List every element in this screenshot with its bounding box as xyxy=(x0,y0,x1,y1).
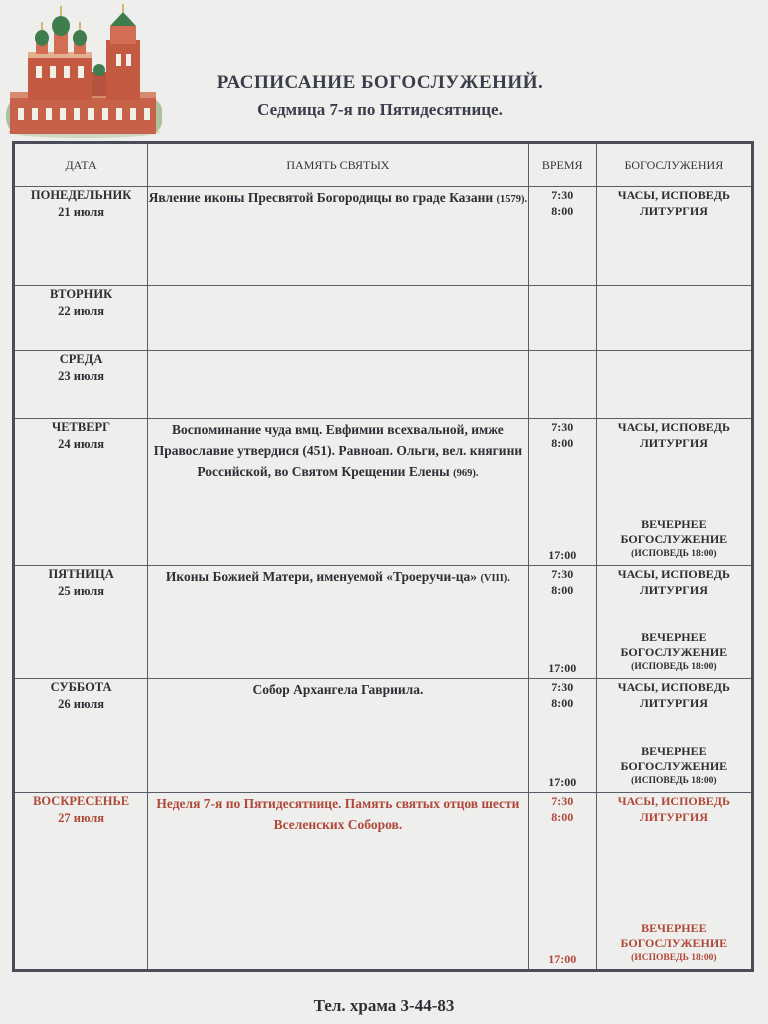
day-name: СУББОТА xyxy=(50,680,112,694)
day-cell xyxy=(14,679,148,793)
services-cell xyxy=(596,566,752,679)
service-name: ЧАСЫ, ИСПОВЕДЬ xyxy=(617,680,730,694)
day-date: 23 июля xyxy=(58,369,104,383)
time-value: 8:00 xyxy=(551,583,574,597)
memory-text: Иконы Божией Матери, именуемой «Троеручи-ца» xyxy=(165,569,478,584)
evening-time: 17:00 xyxy=(548,548,577,562)
service-name: ЧАСЫ, ИСПОВЕДЬ xyxy=(617,420,730,434)
page-header xyxy=(170,72,590,120)
time-value: 8:00 xyxy=(551,204,574,218)
day-cell xyxy=(14,286,148,351)
confession-time: (ИСПОВЕДЬ 18:00) xyxy=(631,776,717,786)
evening-service xyxy=(597,517,751,562)
time-value: 7:30 xyxy=(551,420,574,434)
table-row xyxy=(14,286,753,351)
column-header-date: ДАТА xyxy=(14,143,148,187)
memory-text: Собор Архангела Гавриила. xyxy=(252,682,424,697)
day-date: 26 июля xyxy=(58,697,104,711)
page-title: РАСПИСАНИЕ БОГОСЛУЖЕНИЙ. xyxy=(216,72,544,93)
services-cell xyxy=(596,419,752,566)
time-value: 7:30 xyxy=(551,680,574,694)
service-name: ЧАСЫ, ИСПОВЕДЬ xyxy=(617,794,730,808)
time-cell xyxy=(528,679,596,793)
day-cell xyxy=(14,566,148,679)
day-date: 24 июля xyxy=(58,437,104,451)
day-date: 25 июля xyxy=(58,584,104,598)
column-header-services: БОГОСЛУЖЕНИЯ xyxy=(596,143,752,187)
time-cell xyxy=(528,419,596,566)
day-name: ЧЕТВЕРГ xyxy=(52,420,111,434)
memory-cell xyxy=(148,679,529,793)
memory-cell xyxy=(148,419,529,566)
memory-cell xyxy=(148,793,529,971)
time-value: 7:30 xyxy=(551,794,574,808)
time-cell xyxy=(528,566,596,679)
column-header-memory: ПАМЯТЬ СВЯТЫХ xyxy=(148,143,529,187)
service-name: ЛИТУРГИЯ xyxy=(639,696,708,710)
time-value: 8:00 xyxy=(551,810,574,824)
day-name: ВТОРНИК xyxy=(49,287,113,301)
services-cell xyxy=(596,187,752,286)
day-date: 27 июля xyxy=(58,811,104,825)
service-name: ЧАСЫ, ИСПОВЕДЬ xyxy=(617,567,730,581)
memory-text: Явление иконы Пресвятой Богородицы во граде Казани xyxy=(148,190,494,205)
memory-text: Неделя 7-я по Пятидесятнице. Память святых отцов шести Вселенских Соборов. xyxy=(156,796,520,832)
evening-time: 17:00 xyxy=(548,775,577,789)
evening-service xyxy=(597,630,751,675)
evening-time: 17:00 xyxy=(548,952,577,966)
memory-year: (VIII). xyxy=(480,573,510,584)
time-cell xyxy=(528,351,596,419)
services-cell xyxy=(596,679,752,793)
church-phone: Тел. храма 3-44-83 xyxy=(313,996,455,1015)
table-row xyxy=(14,566,753,679)
confession-time: (ИСПОВЕДЬ 18:00) xyxy=(631,662,717,672)
day-cell xyxy=(14,351,148,419)
confession-time: (ИСПОВЕДЬ 18:00) xyxy=(631,549,717,559)
memory-year: (969). xyxy=(453,468,479,479)
memory-cell xyxy=(148,351,529,419)
memory-cell xyxy=(148,566,529,679)
day-name: ВОСКРЕСЕНЬЕ xyxy=(33,794,130,808)
service-name: ЛИТУРГИЯ xyxy=(639,204,708,218)
table-row xyxy=(14,351,753,419)
evening-service xyxy=(597,921,751,966)
confession-time: (ИСПОВЕДЬ 18:00) xyxy=(631,953,717,963)
day-name: ПОНЕДЕЛЬНИК xyxy=(30,188,132,202)
memory-text: Воспоминание чуда вмц. Евфимии всехвальной, имже Православие утвердися (451). Равноап. Ольги, вел. княгини Российской, во Святом Крещении Елены xyxy=(153,422,523,479)
column-header-time: ВРЕМЯ xyxy=(528,143,596,187)
day-name: ПЯТНИЦА xyxy=(48,567,114,581)
table-row xyxy=(14,187,753,286)
day-cell xyxy=(14,419,148,566)
time-cell xyxy=(528,187,596,286)
evening-time: 17:00 xyxy=(548,661,577,675)
time-cell xyxy=(528,286,596,351)
service-name: ЧАСЫ, ИСПОВЕДЬ xyxy=(617,188,730,202)
table-row-sunday xyxy=(14,793,753,971)
church-illustration xyxy=(6,4,162,138)
evening-service-name: ВЕЧЕРНЕЕ БОГОСЛУЖЕНИЕ xyxy=(620,517,728,546)
memory-cell xyxy=(148,187,529,286)
time-value: 7:30 xyxy=(551,188,574,202)
memory-cell xyxy=(148,286,529,351)
day-date: 22 июля xyxy=(58,304,104,318)
page-subtitle: Седмица 7-я по Пятидесятнице. xyxy=(257,100,503,119)
evening-service-name: ВЕЧЕРНЕЕ БОГОСЛУЖЕНИЕ xyxy=(620,744,728,773)
time-value: 8:00 xyxy=(551,436,574,450)
day-date: 21 июля xyxy=(58,205,104,219)
time-cell xyxy=(528,793,596,971)
services-cell xyxy=(596,286,752,351)
evening-service xyxy=(597,744,751,789)
evening-service-name: ВЕЧЕРНЕЕ БОГОСЛУЖЕНИЕ xyxy=(620,921,728,950)
schedule-table xyxy=(12,141,754,972)
evening-service-name: ВЕЧЕРНЕЕ БОГОСЛУЖЕНИЕ xyxy=(620,630,728,659)
time-value: 7:30 xyxy=(551,567,574,581)
day-cell xyxy=(14,187,148,286)
table-row xyxy=(14,679,753,793)
table-row xyxy=(14,419,753,566)
services-cell xyxy=(596,351,752,419)
table-header-row xyxy=(14,143,753,187)
time-value: 8:00 xyxy=(551,696,574,710)
services-cell xyxy=(596,793,752,971)
service-name: ЛИТУРГИЯ xyxy=(639,810,708,824)
day-name: СРЕДА xyxy=(59,352,103,366)
service-name: ЛИТУРГИЯ xyxy=(639,583,708,597)
day-cell xyxy=(14,793,148,971)
memory-year: (1579). xyxy=(496,194,528,205)
service-name: ЛИТУРГИЯ xyxy=(639,436,708,450)
